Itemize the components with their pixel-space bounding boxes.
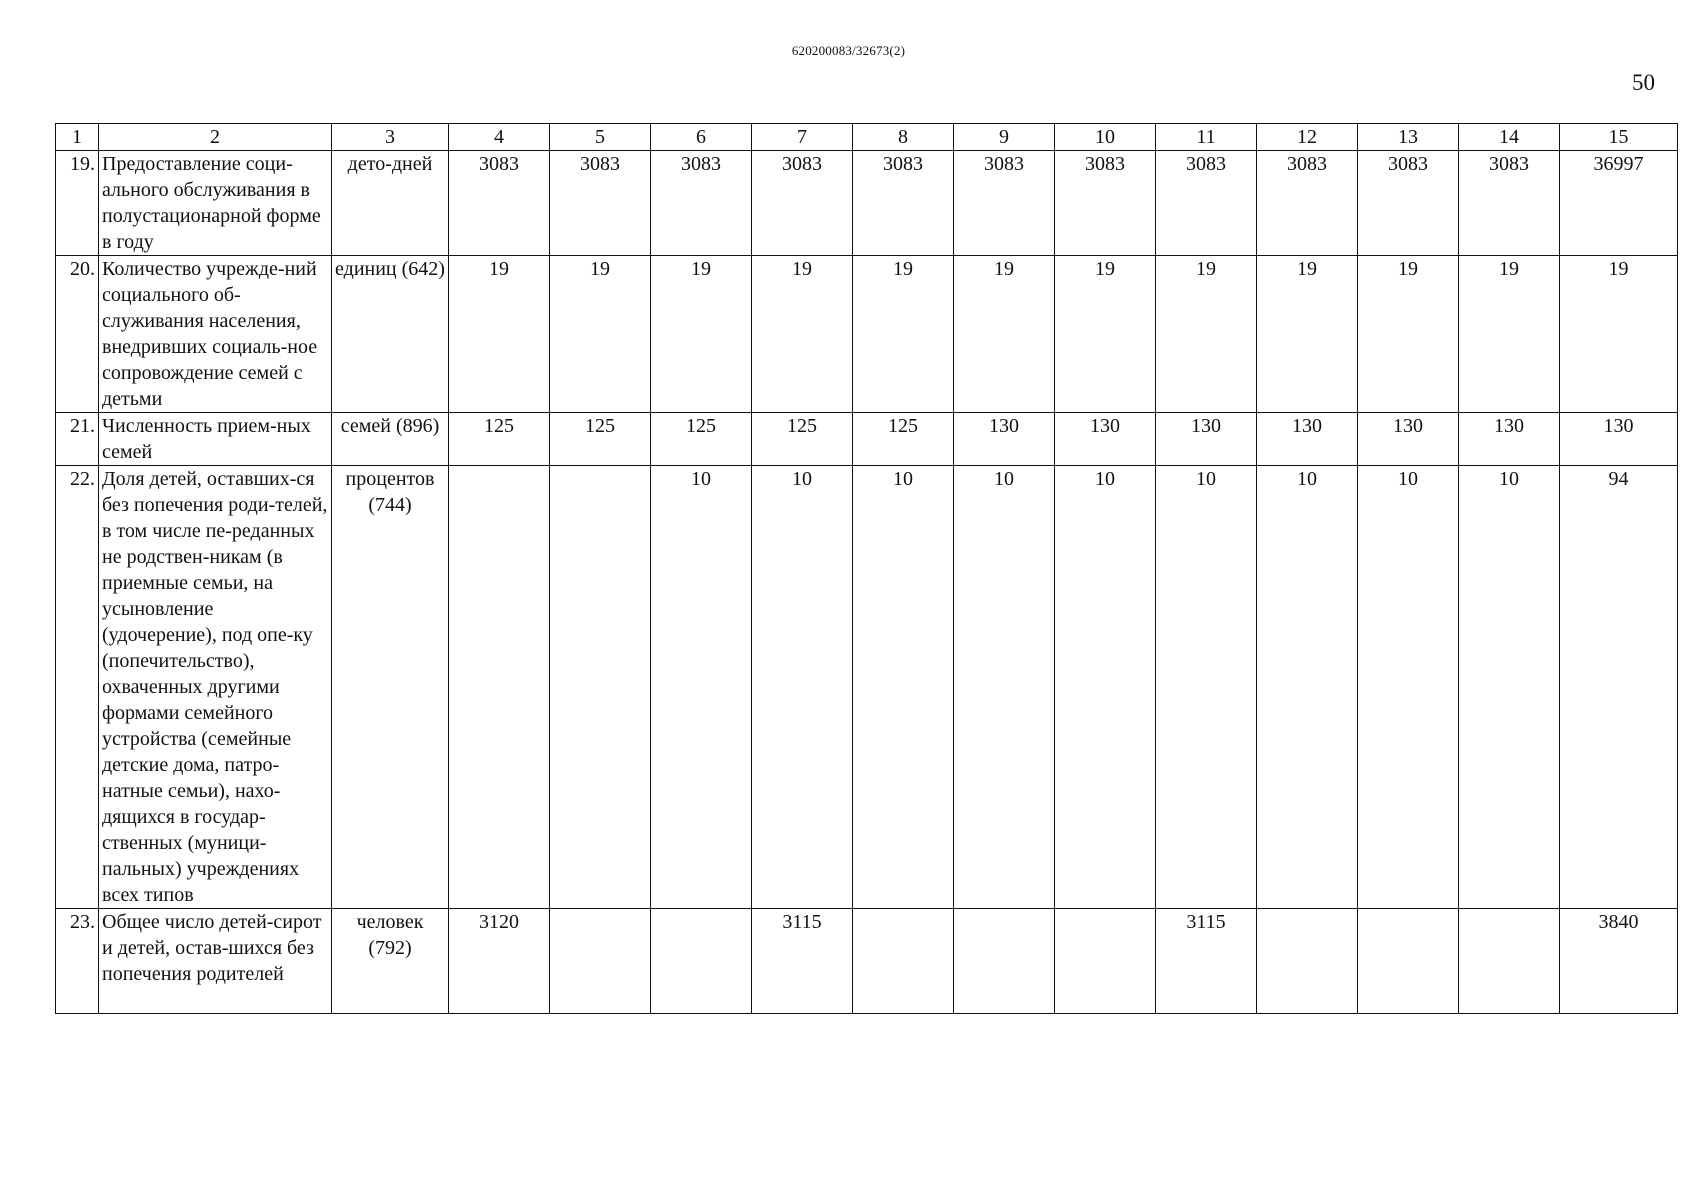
column-number: 12 — [1257, 124, 1358, 151]
value-cell — [550, 466, 651, 909]
value-cell: 19 — [1560, 256, 1678, 413]
document-id: 620200083/32673(2) — [791, 43, 906, 58]
value-cell: 3120 — [449, 909, 550, 1014]
value-cell — [449, 466, 550, 909]
value-cell: 130 — [1459, 413, 1560, 466]
value-cell: 3115 — [752, 909, 853, 1014]
value-cell: 3083 — [449, 151, 550, 256]
indicator-name: Доля детей, оставших-ся без попечения роди-телей, в том числе пе-реданных не родствен-никам (в приемные семьи, на усыновление (удочерение), под опе-ку (попечительство), охваченных другими формами семейного устройства (семейные детские дома, патро-натные семьи), нахо-дящихся в государ-ственных (муници-пальных) учреждениях всех типов — [99, 466, 332, 909]
value-cell — [651, 909, 752, 1014]
value-cell: 19 — [1358, 256, 1459, 413]
value-cell: 10 — [1055, 466, 1156, 909]
value-cell — [954, 909, 1055, 1014]
row-number: 22. — [56, 466, 99, 909]
value-cell: 19 — [550, 256, 651, 413]
column-number: 3 — [332, 124, 449, 151]
value-cell: 3115 — [1156, 909, 1257, 1014]
column-number: 15 — [1560, 124, 1678, 151]
value-cell: 36997 — [1560, 151, 1678, 256]
column-number: 9 — [954, 124, 1055, 151]
column-number: 10 — [1055, 124, 1156, 151]
value-cell: 130 — [954, 413, 1055, 466]
column-number: 5 — [550, 124, 651, 151]
table-row — [56, 256, 1678, 413]
value-cell: 10 — [1257, 466, 1358, 909]
value-cell: 125 — [550, 413, 651, 466]
table-row — [56, 151, 1678, 256]
value-cell: 10 — [1459, 466, 1560, 909]
value-cell: 10 — [1156, 466, 1257, 909]
column-number: 11 — [1156, 124, 1257, 151]
value-cell: 125 — [651, 413, 752, 466]
value-cell: 3083 — [1459, 151, 1560, 256]
column-number: 8 — [853, 124, 954, 151]
value-cell — [550, 909, 651, 1014]
value-cell — [1257, 909, 1358, 1014]
value-cell: 130 — [1257, 413, 1358, 466]
value-cell: 125 — [853, 413, 954, 466]
value-cell: 3083 — [752, 151, 853, 256]
value-cell: 10 — [853, 466, 954, 909]
value-cell: 3083 — [1156, 151, 1257, 256]
column-number: 4 — [449, 124, 550, 151]
column-number: 2 — [99, 124, 332, 151]
row-number: 20. — [56, 256, 99, 413]
page-number: 50 — [1632, 70, 1655, 95]
column-number: 14 — [1459, 124, 1560, 151]
column-number: 1 — [56, 124, 99, 151]
row-number: 23. — [56, 909, 99, 1014]
value-cell: 3840 — [1560, 909, 1678, 1014]
value-cell — [1459, 909, 1560, 1014]
value-cell: 19 — [1156, 256, 1257, 413]
unit-of-measure: единиц (642) — [332, 256, 449, 413]
unit-of-measure: семей (896) — [332, 413, 449, 466]
value-cell: 3083 — [1055, 151, 1156, 256]
value-cell: 19 — [1055, 256, 1156, 413]
value-cell: 3083 — [853, 151, 954, 256]
data-table — [55, 123, 1678, 1014]
value-cell: 10 — [651, 466, 752, 909]
value-cell: 3083 — [954, 151, 1055, 256]
row-number: 19. — [56, 151, 99, 256]
value-cell: 10 — [1358, 466, 1459, 909]
value-cell: 19 — [853, 256, 954, 413]
value-cell: 130 — [1358, 413, 1459, 466]
value-cell: 94 — [1560, 466, 1678, 909]
value-cell: 19 — [449, 256, 550, 413]
value-cell: 3083 — [651, 151, 752, 256]
value-cell — [853, 909, 954, 1014]
unit-of-measure: процентов (744) — [332, 466, 449, 909]
value-cell: 3083 — [550, 151, 651, 256]
value-cell: 125 — [449, 413, 550, 466]
indicator-name: Численность прием-ных семей — [99, 413, 332, 466]
value-cell: 130 — [1055, 413, 1156, 466]
value-cell — [1358, 909, 1459, 1014]
value-cell: 3083 — [1257, 151, 1358, 256]
value-cell: 19 — [752, 256, 853, 413]
value-cell: 19 — [1459, 256, 1560, 413]
row-number: 21. — [56, 413, 99, 466]
table-row — [56, 466, 1678, 909]
value-cell: 130 — [1156, 413, 1257, 466]
value-cell — [1055, 909, 1156, 1014]
value-cell: 19 — [1257, 256, 1358, 413]
table-row — [56, 413, 1678, 466]
value-cell: 130 — [1560, 413, 1678, 466]
unit-of-measure: дето-дней — [332, 151, 449, 256]
column-number: 13 — [1358, 124, 1459, 151]
table-row — [56, 909, 1678, 1014]
unit-of-measure: человек (792) — [332, 909, 449, 1014]
value-cell: 19 — [651, 256, 752, 413]
column-number: 6 — [651, 124, 752, 151]
value-cell: 3083 — [1358, 151, 1459, 256]
value-cell: 10 — [752, 466, 853, 909]
indicator-name: Предоставление соци-ального обслуживания в полустационарной форме в году — [99, 151, 332, 256]
value-cell: 125 — [752, 413, 853, 466]
column-number: 7 — [752, 124, 853, 151]
column-number-row — [56, 124, 1678, 151]
indicator-name: Общее число детей-сирот и детей, остав-шихся без попечения родителей — [99, 909, 332, 1014]
value-cell: 10 — [954, 466, 1055, 909]
indicator-name: Количество учрежде-ний социального об-служивания населения, внедривших социаль-ное сопровождение семей с детьми — [99, 256, 332, 413]
value-cell: 19 — [954, 256, 1055, 413]
